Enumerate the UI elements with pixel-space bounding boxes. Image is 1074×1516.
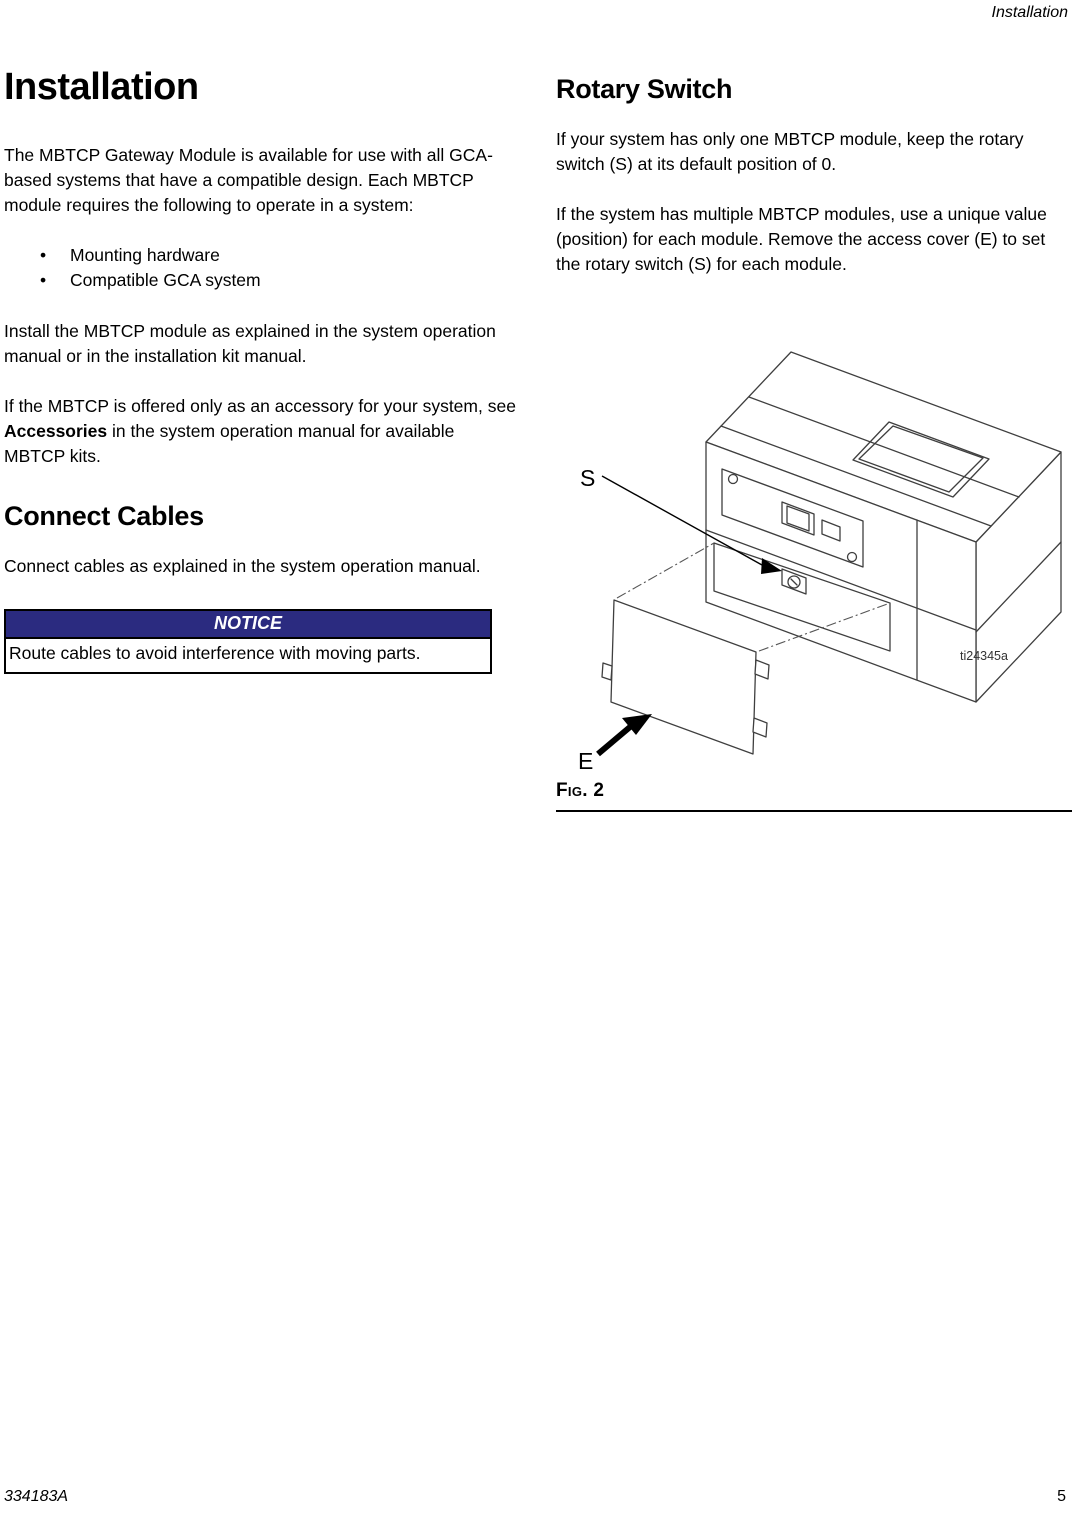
callout-s: S [580,465,596,492]
intro-paragraph: The MBTCP Gateway Module is available for use with all GCA-based systems that have a compatible design. Each MBTCP module requires the following to operate in a system: [4,145,493,216]
section-title-connect-cables: Connect Cables [4,501,204,532]
e-arrow-icon [598,714,652,754]
accessory-text-pre: If the MBTCP is offered only as an accessory for your system, see [4,396,516,417]
install-paragraph: Install the MBTCP module as explained in the system operation manual or in the installation kit manual. [4,321,496,367]
doc-number: 334183A [4,1488,69,1505]
list-item [4,268,516,293]
module-line-drawing [556,302,1072,772]
rotary-paragraph-2: If the system has multiple MBTCP modules, use a unique value (position) for each module. Remove the access cover (E) to set the rotary switch (S) for each module. [556,204,1047,275]
page-title: Installation [4,66,199,108]
figure-caption-label: Fig. 2 [556,780,605,802]
accessories-bold-term: Accessories [4,421,108,442]
list-item-text: Compatible GCA system [70,270,261,291]
bullet-icon: • [40,270,47,291]
page-number: 5 [1057,1488,1066,1505]
section-title-rotary-switch: Rotary Switch [556,74,733,104]
figure-caption [556,780,1072,812]
accessory-paragraph [4,394,516,469]
bullet-icon: • [40,245,47,266]
accessory-text-post: in the system operation manual for available MBTCP kits. [4,421,455,467]
figure-2 [556,302,1072,772]
right-column [556,62,1072,812]
notice-body-text: Route cables to avoid interference with moving parts. [9,642,421,663]
running-header: Installation [991,4,1068,21]
rotary-paragraph-1: If your system has only one MBTCP module, keep the rotary switch (S) at its default position of 0. [556,129,1024,175]
notice-header-label: NOTICE [6,611,490,638]
notice-box [4,609,492,673]
requirements-list [4,243,516,293]
connect-cables-paragraph: Connect cables as explained in the system operation manual. [4,556,481,577]
left-column [4,62,516,674]
list-item-text: Mounting hardware [70,245,220,266]
callout-e: E [578,748,594,773]
figure-image-ref: ti24345a [960,649,1008,664]
list-item [4,243,516,268]
